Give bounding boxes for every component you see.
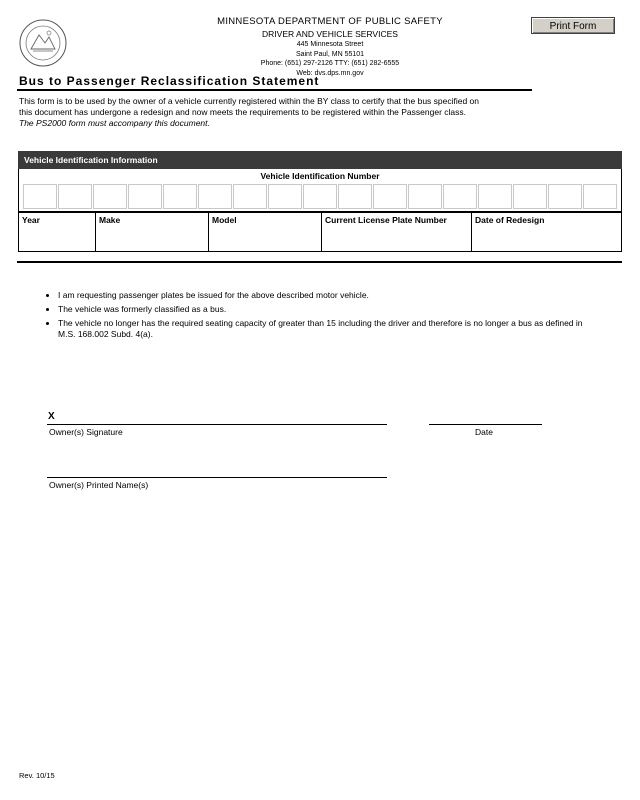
instructions-note: The PS2000 form must accompany this document.	[19, 118, 210, 128]
vin-character-input[interactable]	[58, 184, 92, 209]
year-field[interactable]	[19, 213, 96, 251]
vin-character-input[interactable]	[93, 184, 127, 209]
division-name: DRIVER AND VEHICLE SERVICES	[262, 29, 398, 39]
vin-character-input[interactable]	[268, 184, 302, 209]
vehicle-section-heading: Vehicle Identification Information	[18, 151, 622, 169]
agency-phone: Phone: (651) 297-2126 TTY: (651) 282-6555	[260, 60, 400, 67]
printed-name-field[interactable]	[47, 477, 387, 478]
agency-web: Web: dvs.dps.mn.gov	[296, 69, 364, 77]
vin-character-input[interactable]	[443, 184, 477, 209]
year-label: Year	[22, 215, 40, 225]
make-field[interactable]	[96, 213, 209, 251]
make-label: Make	[99, 215, 121, 225]
date-field[interactable]	[429, 424, 542, 425]
signature-x-mark: X	[48, 411, 55, 422]
agency-name: MINNESOTA DEPARTMENT OF PUBLIC SAFETY	[217, 16, 443, 27]
owner-signature-label: Owner(s) Signature	[49, 427, 123, 437]
vin-character-input[interactable]	[373, 184, 407, 209]
vin-character-input[interactable]	[23, 184, 57, 209]
vin-character-input[interactable]	[303, 184, 337, 209]
statement-item: • I am requesting passenger plates be issued for the above described motor vehicle.	[58, 290, 592, 301]
date-label: Date	[475, 427, 493, 437]
license-plate-label: Current License Plate Number	[325, 215, 447, 225]
model-label: Model	[212, 215, 237, 225]
section-divider	[17, 261, 622, 263]
vin-character-input[interactable]	[583, 184, 617, 209]
statement-item: • The vehicle no longer has the required seating capacity of greater than 15 including the driver and therefore is no longer a bus as defined in M.S. 168.002 Subd. 4(a).	[58, 318, 592, 340]
form-instructions	[19, 96, 599, 129]
vin-character-input[interactable]	[198, 184, 232, 209]
model-field[interactable]	[209, 213, 322, 251]
agency-street: 445 Minnesota Street	[296, 41, 364, 48]
vin-input-grid	[23, 184, 617, 209]
vin-character-input[interactable]	[548, 184, 582, 209]
vin-label: Vehicle Identification Number	[260, 171, 380, 181]
vin-character-input[interactable]	[338, 184, 372, 209]
agency-city: Saint Paul, MN 55101	[295, 50, 365, 58]
revision-label: Rev. 10/15	[19, 771, 55, 780]
form-title: Bus to Passenger Reclassification Statement	[19, 74, 320, 88]
instructions-line-2: this document has undergone a redesign and now meets the requirements to be registered within the Passenger class.	[19, 107, 466, 117]
printed-name-label: Owner(s) Printed Name(s)	[49, 480, 149, 490]
vin-character-input[interactable]	[128, 184, 162, 209]
license-plate-field[interactable]	[322, 213, 472, 251]
statement-item: • The vehicle was formerly classified as a bus.	[58, 304, 592, 315]
title-divider	[17, 89, 532, 91]
date-of-redesign-field[interactable]	[472, 213, 621, 251]
agency-header	[140, 16, 520, 78]
print-form-button[interactable]: Print Form	[531, 17, 615, 34]
vin-character-input[interactable]	[513, 184, 547, 209]
certification-statements	[47, 290, 592, 343]
vin-character-input[interactable]	[163, 184, 197, 209]
vin-character-input[interactable]	[233, 184, 267, 209]
minnesota-state-seal-icon	[19, 19, 67, 67]
vin-character-input[interactable]	[408, 184, 442, 209]
vin-character-input[interactable]	[478, 184, 512, 209]
date-of-redesign-label: Date of Redesign	[475, 215, 545, 225]
vehicle-details-row	[18, 212, 622, 252]
vin-field-group	[18, 169, 622, 212]
owner-signature-field[interactable]	[47, 424, 387, 425]
instructions-line-1: This form is to be used by the owner of a vehicle currently registered within the BY class to certify that the bus specified on	[19, 96, 480, 106]
